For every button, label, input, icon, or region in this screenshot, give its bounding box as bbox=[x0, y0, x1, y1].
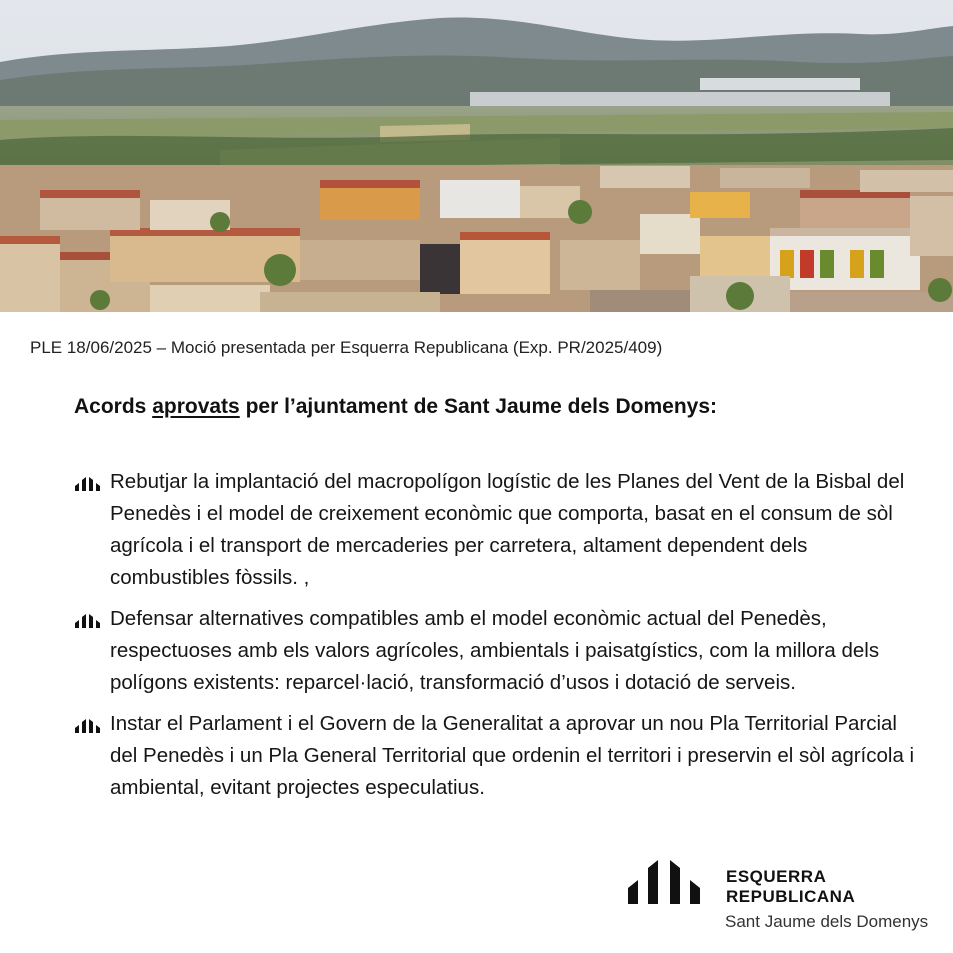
erc-bullet-icon bbox=[74, 717, 106, 733]
agreement-text: Rebutjar la implantació del macropolígon logístic de les Planes del Vent de la Bisbal del Penedès i el model de creixement econòmic que comporta, basat en el consum de sòl agrícola i el transport de mercaderies per carretera, altament dependent dels combustibles fòssils. , bbox=[110, 470, 905, 589]
heading-underlined-word: aprovats bbox=[152, 395, 240, 418]
erc-bullet-icon bbox=[74, 475, 106, 491]
heading-prefix: Acords bbox=[74, 395, 153, 418]
logo-locality: Sant Jaume dels Domenys bbox=[725, 912, 929, 931]
erc-bullet-icon bbox=[74, 612, 106, 628]
logo-text-line2: REPUBLICANA bbox=[726, 887, 856, 906]
meeting-reference: PLE 18/06/2025 – Moció presentada per Esquerra Republicana (Exp. PR/2025/409) bbox=[30, 338, 663, 357]
agreement-text: Instar el Parlament i el Govern de la Generalitat a aprovar un nou Pla Territorial Parcial del Penedès i un Pla General Territorial que ordenin el territori i preservin el sòl agrícola i ambiental, evitant projectes especulatius. bbox=[110, 712, 915, 799]
agreement-text: Defensar alternatives compatibles amb el model econòmic actual del Penedès, respectuoses amb els valors agrícoles, ambientals i paisatgístics, com la millora dels polígons existents: reparcel·lació, transformació d’usos i dotació de serveis. bbox=[110, 607, 880, 694]
agreements-list bbox=[74, 466, 924, 813]
list-item bbox=[74, 603, 924, 699]
list-item bbox=[74, 466, 924, 594]
erc-logo-icon bbox=[626, 858, 708, 906]
town-landscape-image bbox=[0, 0, 953, 312]
erc-logo bbox=[626, 858, 936, 938]
agreements-heading bbox=[74, 395, 717, 419]
hero-photo bbox=[0, 0, 953, 312]
heading-suffix: per l’ajuntament de Sant Jaume dels Domenys: bbox=[239, 395, 718, 418]
logo-text-line1: ESQUERRA bbox=[726, 867, 827, 886]
list-item bbox=[74, 708, 924, 804]
